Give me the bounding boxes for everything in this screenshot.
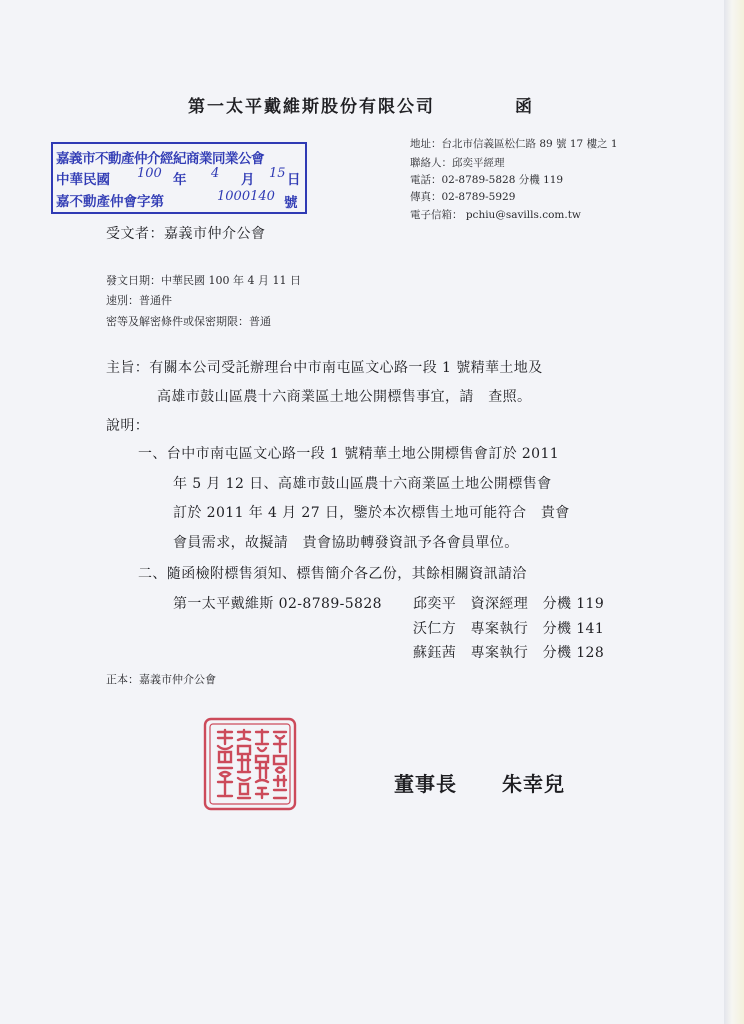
document-type: 函 xyxy=(515,97,532,117)
contact-company-phone: 第一太平戴維斯 02-8789-5828 xyxy=(173,596,382,612)
stamp-month: 4 xyxy=(211,166,220,181)
explanation-item-1-line: 年 5 月 12 日、高雄市鼓山區農十六商業區土地公開標售會 xyxy=(173,476,552,492)
subject-line-1: 主旨：有關本公司受託辦理台中市南屯區文心路一段 1 號精華土地及 xyxy=(106,360,543,376)
stamp-year-unit: 年 xyxy=(173,172,187,188)
stamp-ref-number: 1000140 xyxy=(217,189,275,204)
contact-email: 電子信箱： pchiu@savills.com.tw xyxy=(410,209,581,221)
signature-name: 朱幸兒 xyxy=(502,772,565,796)
explanation-item-1-line: 訂於 2011 年 4 月 27 日，鑒於本次標售土地可能符合 貴會 xyxy=(173,505,570,521)
stamp-ref-unit: 號 xyxy=(284,195,298,211)
contact-fax: 傳真：02-8789-5929 xyxy=(410,191,516,203)
copy-to: 正本：嘉義市仲介公會 xyxy=(106,673,216,686)
stamp-month-unit: 月 xyxy=(241,172,255,188)
page-edge xyxy=(724,0,744,1024)
delivery-speed: 速別：普通件 xyxy=(106,294,172,307)
contact-row: 沃仁方 專案執行 分機 141 xyxy=(413,621,605,637)
contact-address: 地址：台北市信義區松仁路 89 號 17 樓之 1 xyxy=(410,138,618,150)
stamp-organization: 嘉義市不動產仲介經紀商業同業公會 xyxy=(56,151,264,167)
issue-date: 發文日期：中華民國 100 年 4 月 11 日 xyxy=(106,274,301,287)
company-seal-stamp xyxy=(202,716,298,812)
signature-title: 董事長 xyxy=(394,772,457,796)
explanation-item-1-line: 會員需求，故擬請 貴會協助轉發資訊予各會員單位。 xyxy=(173,535,519,551)
contact-person: 聯絡人：邱奕平經理 xyxy=(410,157,505,169)
secrecy-level: 密等及解密條件或保密期限：普通 xyxy=(106,315,271,328)
contact-phone: 電話：02-8789-5828 分機 119 xyxy=(410,174,564,186)
stamp-day-unit: 日 xyxy=(287,172,301,188)
subject-line-2: 高雄市鼓山區農十六商業區土地公開標售事宜，請 查照。 xyxy=(157,389,532,405)
contact-row: 邱奕平 資深經理 分機 119 xyxy=(413,596,605,612)
stamp-year: 100 xyxy=(137,166,162,181)
contact-row: 蘇鈺茜 專案執行 分機 128 xyxy=(413,645,605,661)
stamp-date-label: 中華民國 xyxy=(56,172,110,188)
explanation-item-2: 二、隨函檢附標售須知、標售簡介各乙份，其餘相關資訊請洽 xyxy=(138,566,527,582)
explanation-item-1-line: 一、台中市南屯區文心路一段 1 號精華土地公開標售會訂於 2011 xyxy=(138,446,560,462)
recipient: 受文者：嘉義市仲介公會 xyxy=(106,226,266,242)
company-title: 第一太平戴維斯股份有限公司 xyxy=(188,97,435,117)
stamp-ref-label: 嘉不動產仲會字第 xyxy=(56,194,164,210)
receipt-stamp xyxy=(51,142,307,214)
stamp-day: 15 xyxy=(269,166,286,181)
explanation-label: 說明： xyxy=(106,418,150,434)
